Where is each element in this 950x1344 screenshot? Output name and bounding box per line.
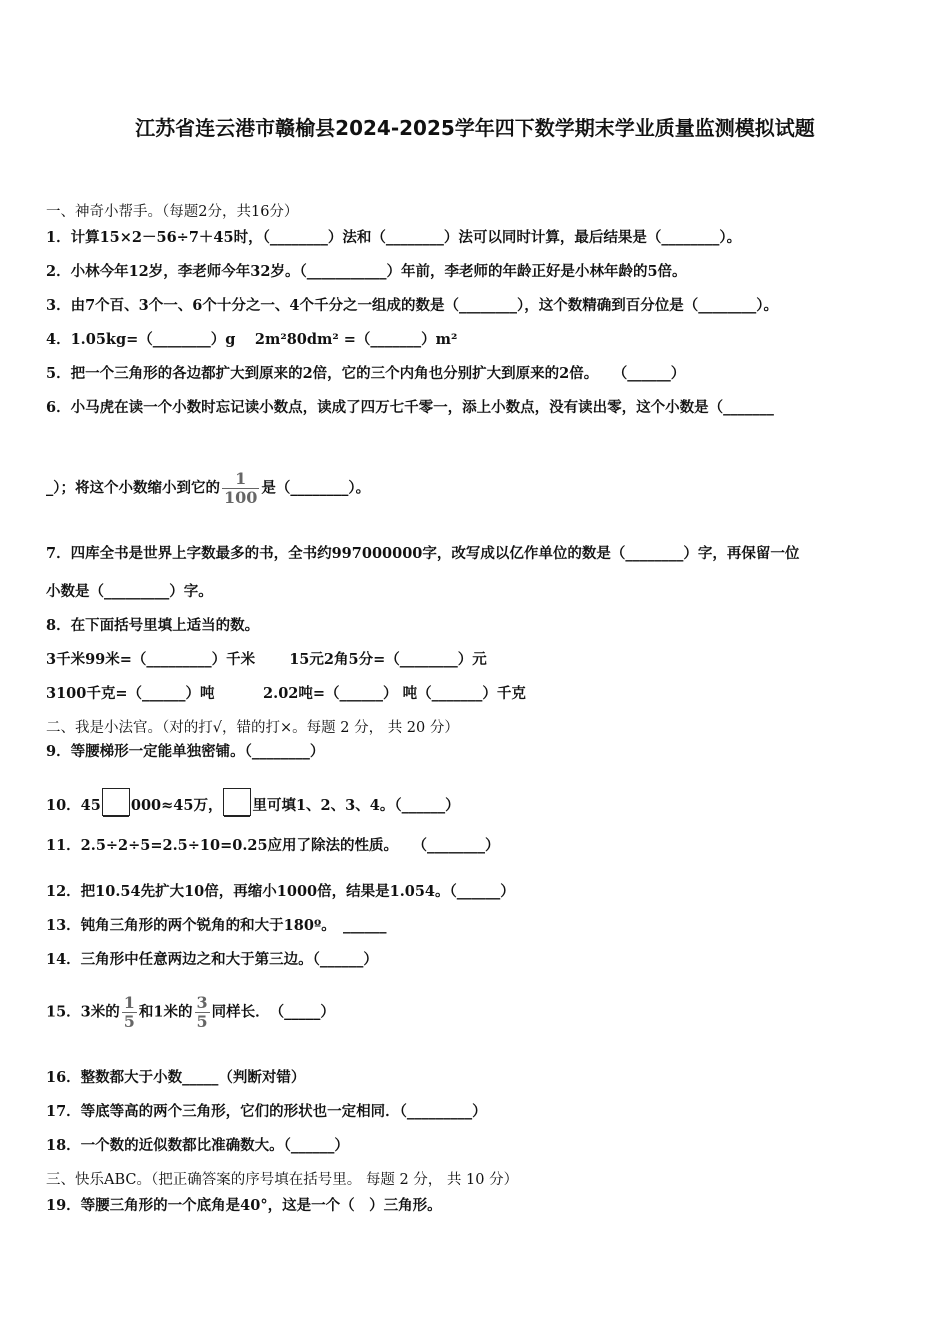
question-19: 19．等腰三角形的一个底角是40°，这是一个（ ）三角形。 — [46, 1197, 442, 1214]
question-15-text-mid: 和1米的 — [138, 1003, 193, 1021]
question-6-text-post: 是（________）。 — [261, 479, 371, 497]
question-15 — [46, 994, 335, 1031]
fraction-numerator: 1 — [123, 993, 135, 1012]
blank-box[interactable] — [102, 788, 130, 816]
fraction-1-100 — [222, 470, 259, 507]
question-2: 2．小林今年12岁，李老师今年32岁。（___________）年前，李老师的年龄正好是小林年龄的5倍。 — [46, 263, 687, 280]
section-2-heading: 二、我是小法官。（对的打√，错的打×。每题 2 分， 共 20 分） — [46, 720, 459, 736]
question-10 — [46, 788, 460, 816]
question-6-line-1: 6．小马虎在读一个小数时忘记读小数点，读成了四万七千零一，添上小数点，没有读出零，这个小数是（_______ — [46, 399, 774, 416]
question-10-text-pre: 10．45 — [46, 797, 101, 814]
question-6-line-2 — [46, 470, 370, 507]
question-10-text-mid: 000≈45万， — [130, 797, 223, 814]
question-17: 17．等底等高的两个三角形，它们的形状也一定相同．（_________） — [46, 1103, 487, 1120]
question-7-line-2: 小数是（_________）字。 — [46, 583, 213, 600]
fraction-numerator: 1 — [235, 469, 247, 488]
question-5: 5．把一个三角形的各边都扩大到原来的2倍，它的三个内角也分别扩大到原来的2倍。 （______） — [46, 365, 686, 382]
fraction-denominator: 5 — [123, 1012, 135, 1031]
question-15-text-post: 同样长． （_____） — [211, 1003, 335, 1021]
question-8: 8．在下面括号里填上适当的数。 — [46, 617, 260, 634]
question-12: 12．把10.54先扩大10倍，再缩小1000倍，结果是1.054。（______） — [46, 883, 515, 900]
question-6-text-pre: _）；将这个小数缩小到它的 — [46, 479, 220, 497]
question-4: 4．1.05kg=（________）g 2m²80dm² =（_______）m² — [46, 331, 458, 348]
section-1-heading: 一、神奇小帮手。（每题2分，共16分） — [46, 204, 299, 220]
fraction-3-5 — [195, 994, 210, 1031]
question-15-text-pre: 15．3米的 — [46, 1003, 120, 1021]
question-8-part-a: 3千米99米=（_________）千米 15元2角5分=（________）元 — [46, 651, 487, 668]
question-18: 18．一个数的近似数都比准确数大。（______） — [46, 1137, 349, 1154]
question-13: 13．钝角三角形的两个锐角的和大于180º。 ______ — [46, 917, 387, 934]
page-title: 江苏省连云港市赣榆县2024-2025学年四下数学期末学业质量监测模拟试题 — [135, 116, 815, 140]
question-16: 16．整数都大于小数_____（判断对错） — [46, 1069, 306, 1086]
fraction-denominator: 100 — [224, 488, 258, 507]
fraction-denominator: 5 — [196, 1012, 208, 1031]
question-10-text-post: 里可填1、2、3、4。（______） — [252, 797, 460, 814]
question-1: 1．计算15×2－56÷7＋45时，（________）法和（________）法可以同时计算，最后结果是（________）。 — [46, 229, 742, 246]
question-14: 14．三角形中任意两边之和大于第三边。（______） — [46, 951, 378, 968]
blank-box[interactable] — [223, 788, 251, 816]
question-8-part-b: 3100千克=（______）吨 2.02吨=（______） 吨（_______）千克 — [46, 685, 526, 702]
question-3: 3．由7个百、3个一、6个十分之一、4个千分之一组成的数是（________），这个数精确到百分位是（________）。 — [46, 297, 778, 314]
section-3-heading: 三、快乐ABC。（把正确答案的序号填在括号里。 每题 2 分， 共 10 分） — [46, 1172, 519, 1188]
fraction-numerator: 3 — [196, 993, 208, 1012]
question-11: 11．2.5÷2÷5=2.5÷10=0.25应用了除法的性质。 （________） — [46, 837, 500, 854]
question-7-line-1: 7．四库全书是世界上字数最多的书，全书约997000000字，改写成以亿作单位的数是（________）字，再保留一位 — [46, 545, 800, 562]
question-9: 9．等腰梯形一定能单独密铺。（________） — [46, 743, 325, 760]
fraction-1-5 — [122, 994, 137, 1031]
